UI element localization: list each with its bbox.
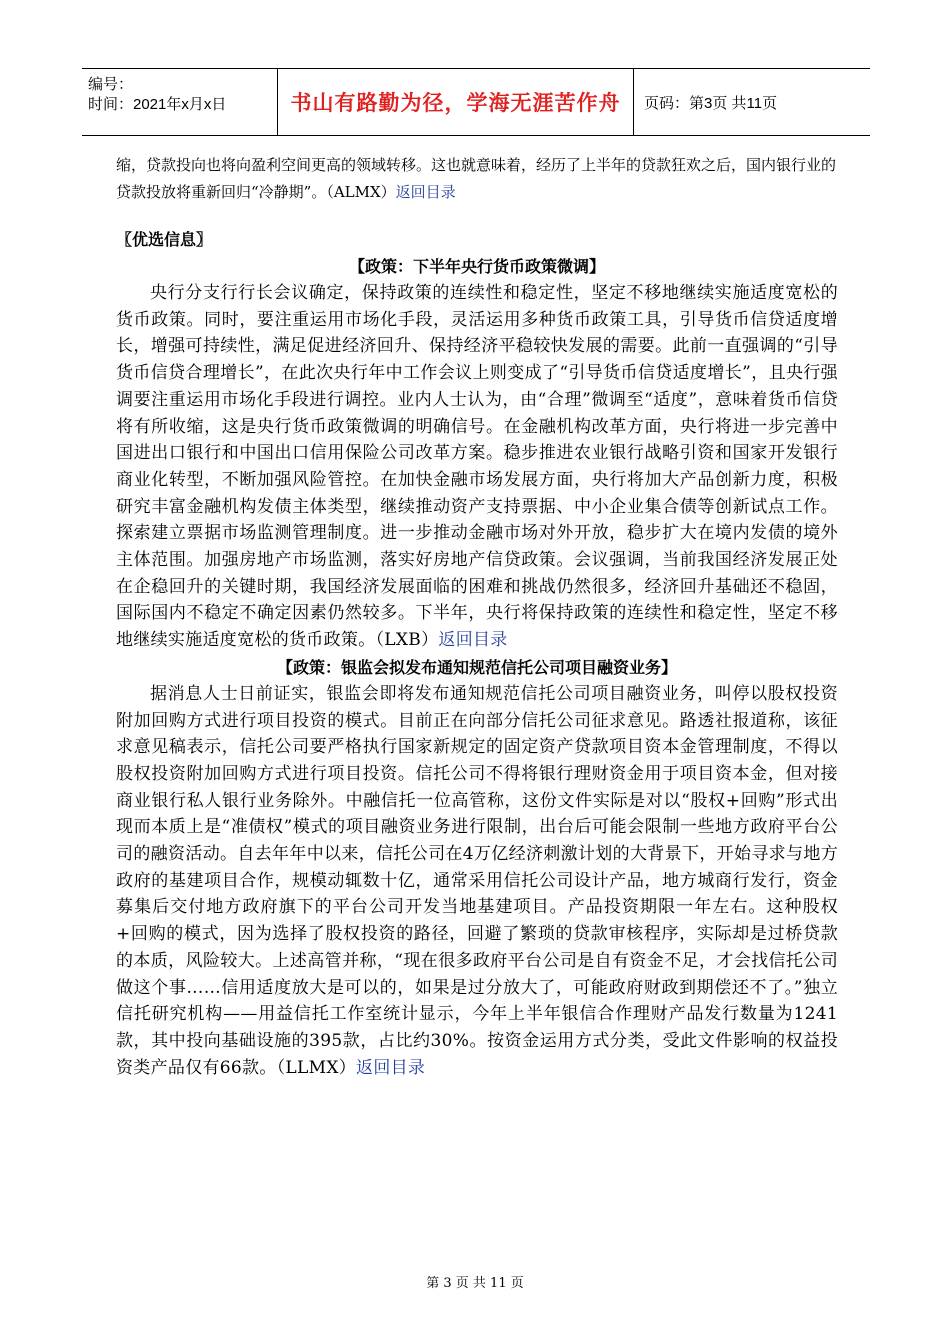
header-motto: 书山有路勤为径，学海无涯苦作舟: [278, 69, 634, 135]
article-title: 【政策：银监会拟发布通知规范信托公司项目融资业务】: [276, 657, 677, 677]
page-header: [82, 68, 870, 136]
article-text: 央行分支行行长会议确定，保持政策的连续性和稳定性，坚定不移地继续实施适度宽松的货币政策。同时，要注重运用市场化手段，灵活运用多种货币政策工具，引导货币信贷适度增长，增强可持续性，满足促进经济回升、保持经济平稳较快发展的需要。此前一直强调的“引导货币信贷合理增长”，在此次央行年中工作会议上则变成了“引导货币信贷适度增长”，且央行强调要注重运用市场化手段进行调控。业内人士认为，由“合理”微调至“适度”，意味着货币信贷将有所收缩，这是央行货币政策微调的明确信号。在金融机构改革方面，央行将进一步完善中国进出口银行和中国出口信用保险公司改革方案。稳步推进农业银行战略引资和国家开发银行商业化转型，不断加强风险管控。在加快金融市场发展方面，央行将加大产品创新力度，积极研究丰富金融机构发债主体类型，继续推动资产支持票据、中小企业集合债等创新试点工作。探索建立票据市场监测管理制度。进一步推动金融市场对外开放，稳步扩大在境内发债的境外主体范围。加强房地产市场监测，落实好房地产信贷政策。会议强调，当前我国经济发展正处在企稳回升的关键时期，我国经济发展面临的困难和挑战仍然很多，经济回升基础还不稳固，国际国内不稳定不确定因素仍然较多。下半年，央行将保持政策的连续性和稳定性，坚定不移地继续实施适度宽松的货币政策。（LXB）: [116, 283, 838, 651]
back-to-toc-link[interactable]: 返回目录: [356, 1057, 426, 1078]
article-title: 【政策：下半年央行货币政策微调】: [348, 257, 605, 276]
section-heading: 〖优选信息〗: [116, 230, 213, 249]
article-text: 据消息人士日前证实，银监会即将发布通知规范信托公司项目融资业务，叫停以股权投资附加回购方式进行项目投资的模式。目前正在向部分信托公司征求意见。路透社报道称，该征求意见稿表示，信托公司要严格执行国家新规定的固定资产贷款项目资本金管理制度，不得以股权投资附加回购方式进行项目投资。信托公司不得将银行理财资金用于项目资本金，但对接商业银行私人银行业务除外。中融信托一位高管称，这份文件实际是对以“股权+回购”形式出现而本质上是“准债权”模式的项目融资业务进行限制，出台后可能会限制一些地方政府平台公司的融资活动。自去年年中以来，信托公司在4万亿经济刺激计划的大背景下，开始寻求与地方政府的基建项目合作，规模动辄数十亿，通常采用信托公司设计产品，地方城商行发行，资金募集后交付地方政府旗下的平台公司开发当地基建项目。产品投资期限一年左右。这种股权+回购的模式，因为选择了股权投资的路径，回避了繁琐的贷款审核程序，实际却是过桥贷款的本质，风险较大。上述高管并称，“现在很多政府平台公司是自有资金不足，才会找信托公司做这个事……信用适度放大是可以的，如果是过分放大了，可能政府财政到期偿还不了。”独立信托研究机构——用益信托工作室统计显示，今年上半年银信合作理财产品发行数量为1241款，其中投向基础设施的395款，占比约30%。按资金运用方式分类，受此文件影响的权益投资类产品仅有66款。（LLMX）: [116, 683, 838, 1078]
page-footer: 第 3 页 共 11 页: [426, 1276, 524, 1291]
header-meta: [82, 69, 278, 135]
intro-paragraph: [116, 152, 838, 206]
intro-text: 缩，贷款投向也将向盈利空间更高的领域转移。这也就意味着，经历了上半年的贷款狂欢之后，国内银行业的贷款投放将重新回归“冷静期”。（ALMX）: [116, 156, 837, 201]
article-body: [116, 681, 838, 1082]
document-body: [116, 152, 838, 1081]
number-label: 编号：: [88, 76, 134, 93]
date-label: 时间：2021年x月x日: [88, 96, 227, 113]
back-to-toc-link[interactable]: 返回目录: [395, 183, 456, 201]
article-body: [116, 280, 838, 654]
header-page-number: 页码：第3页 共11页: [644, 94, 778, 112]
back-to-toc-link[interactable]: 返回目录: [438, 630, 508, 651]
